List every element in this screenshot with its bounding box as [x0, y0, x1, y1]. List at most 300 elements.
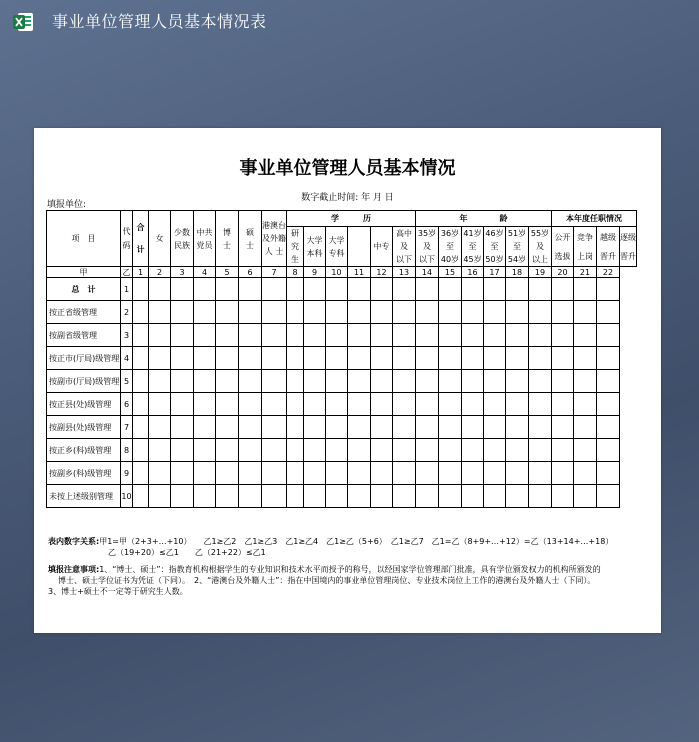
data-cell — [149, 301, 171, 324]
data-cell — [133, 462, 149, 485]
data-cell — [171, 278, 194, 301]
data-cell — [133, 485, 149, 508]
data-cell — [262, 347, 287, 370]
row-code: 9 — [121, 462, 133, 485]
data-cell — [416, 439, 439, 462]
data-cell — [597, 393, 620, 416]
row-label: 未按上述级别管理 — [47, 485, 121, 508]
data-cell — [439, 462, 462, 485]
data-cell — [506, 301, 529, 324]
header-cell-line: 35岁 — [417, 229, 437, 238]
row-label: 按副市(厅局)级管理 — [47, 370, 121, 393]
index-col-9: 9 — [304, 267, 326, 278]
header-cell-line: 士 — [246, 240, 254, 250]
data-cell — [262, 393, 287, 416]
header-cell-line: 以下 — [419, 255, 435, 264]
header-age-4 — [506, 227, 529, 267]
header-appt-1 — [574, 227, 597, 267]
table-row — [47, 370, 637, 393]
index-col-19: 19 — [529, 267, 552, 278]
data-cell — [304, 462, 326, 485]
data-cell — [326, 393, 348, 416]
data-cell — [287, 485, 304, 508]
data-cell — [416, 347, 439, 370]
data-cell — [506, 324, 529, 347]
data-cell — [462, 301, 484, 324]
header-cell-line: 至 — [513, 242, 521, 251]
data-cell — [484, 324, 506, 347]
document-title: 事业单位管理人员基本情况 — [239, 158, 456, 179]
spreadsheet-page — [34, 128, 661, 633]
data-cell — [133, 416, 149, 439]
data-cell — [506, 485, 529, 508]
data-cell — [194, 439, 216, 462]
row-code: 2 — [121, 301, 133, 324]
row-code: 1 — [121, 278, 133, 301]
row-code: 7 — [121, 416, 133, 439]
data-cell — [348, 393, 371, 416]
header-cell-line: 以上 — [532, 255, 548, 264]
table-row — [47, 278, 637, 301]
header-appt-3 — [620, 227, 637, 267]
index-col-17: 17 — [484, 267, 506, 278]
table-row — [47, 347, 637, 370]
data-cell — [348, 324, 371, 347]
data-cell — [262, 462, 287, 485]
data-cell — [326, 485, 348, 508]
table-row — [47, 439, 637, 462]
data-cell — [194, 278, 216, 301]
data-cell — [171, 393, 194, 416]
data-cell — [597, 278, 620, 301]
table-row — [47, 462, 637, 485]
data-cell — [371, 416, 393, 439]
data-cell — [506, 393, 529, 416]
data-cell — [239, 393, 262, 416]
index-col-22: 22 — [597, 267, 620, 278]
data-cell — [529, 485, 552, 508]
data-cell — [216, 439, 239, 462]
data-cell — [416, 278, 439, 301]
data-cell — [287, 324, 304, 347]
data-cell — [348, 485, 371, 508]
data-cell — [304, 439, 326, 462]
data-cell — [552, 393, 574, 416]
index-col-8: 8 — [287, 267, 304, 278]
notes-section — [48, 536, 648, 597]
data-cell — [462, 485, 484, 508]
data-cell — [484, 416, 506, 439]
row-code: 3 — [121, 324, 133, 347]
index-col-13: 13 — [393, 267, 416, 278]
header-education: 学 历 — [287, 211, 416, 227]
data-cell — [216, 301, 239, 324]
data-cell — [462, 416, 484, 439]
row-code: 6 — [121, 393, 133, 416]
data-cell — [371, 462, 393, 485]
header-cell-line: 及 — [536, 242, 544, 251]
relation-line-2: 乙（19+20）≤乙1 乙（21+22）≤乙1 — [108, 548, 266, 557]
row-label: 按正乡(科)级管理 — [47, 439, 121, 462]
data-cell — [529, 462, 552, 485]
header-edu-1 — [304, 227, 326, 267]
data-cell — [326, 301, 348, 324]
header-cell-line: 博 — [223, 227, 231, 237]
data-cell — [239, 324, 262, 347]
data-cell — [506, 462, 529, 485]
data-cell — [133, 439, 149, 462]
index-yi: 乙 — [122, 267, 131, 277]
data-cell — [552, 347, 574, 370]
header-cell-line: 51岁 — [507, 229, 527, 238]
header-cell-line: 及外籍 — [262, 234, 286, 243]
table-row — [47, 416, 637, 439]
data-cell — [239, 462, 262, 485]
data-cell — [371, 485, 393, 508]
index-col-20: 20 — [552, 267, 574, 278]
data-cell — [171, 439, 194, 462]
data-cell — [529, 370, 552, 393]
header-sub-0 — [149, 211, 171, 267]
row-label: 按正市(厅局)级管理 — [47, 347, 121, 370]
row-code: 10 — [121, 485, 133, 508]
data-cell — [371, 347, 393, 370]
data-cell — [439, 485, 462, 508]
header-appointment: 本年度任职情况 — [552, 211, 637, 227]
header-cell-line: 及 — [400, 242, 408, 251]
header-cell-line: 选拔 — [554, 251, 571, 261]
data-cell — [371, 301, 393, 324]
header-cell-line: 专科 — [328, 248, 345, 258]
data-cell — [393, 278, 416, 301]
table-row — [47, 324, 637, 347]
data-cell — [326, 462, 348, 485]
header-sub-5 — [262, 211, 287, 267]
header-appt-0 — [552, 227, 574, 267]
header-cell-line: 上岗 — [577, 251, 593, 261]
data-cell — [574, 278, 597, 301]
header-cell-line: 士 — [223, 240, 231, 250]
data-cell — [484, 485, 506, 508]
index-jia: 甲 — [47, 267, 121, 278]
data-cell — [439, 301, 462, 324]
header-cell-line: 至 — [490, 242, 499, 251]
data-cell — [393, 301, 416, 324]
index-col-6: 6 — [239, 267, 262, 278]
index-col-18: 18 — [506, 267, 529, 278]
data-cell — [462, 462, 484, 485]
header-cell-line: 高中 — [396, 229, 412, 238]
data-cell — [484, 393, 506, 416]
data-cell — [326, 347, 348, 370]
header-cell-line: 中专 — [373, 242, 390, 251]
index-col-14: 14 — [416, 267, 439, 278]
data-cell — [149, 462, 171, 485]
data-cell — [348, 278, 371, 301]
data-cell — [462, 370, 484, 393]
header-age-5 — [529, 227, 552, 267]
data-cell — [371, 393, 393, 416]
header-edu-2 — [326, 227, 348, 267]
header-sub-4 — [239, 211, 262, 267]
data-cell — [216, 485, 239, 508]
header-cell-line: 54岁 — [507, 255, 527, 264]
data-cell — [304, 416, 326, 439]
header-cell-line: 硕 — [246, 227, 254, 237]
header-cell-line: 50岁 — [485, 255, 504, 264]
header-cell-line: 本科 — [306, 248, 323, 258]
index-col-5: 5 — [216, 267, 239, 278]
data-cell — [133, 278, 149, 301]
data-cell — [216, 393, 239, 416]
data-cell — [304, 324, 326, 347]
data-cell — [348, 347, 371, 370]
data-cell — [171, 462, 194, 485]
data-cell — [529, 347, 552, 370]
header-cell-line: 大学 — [306, 235, 323, 245]
data-cell — [216, 416, 239, 439]
data-cell — [262, 439, 287, 462]
header-cell-line: 生 — [291, 255, 299, 264]
data-cell — [149, 416, 171, 439]
data-cell — [529, 278, 552, 301]
data-cell — [304, 393, 326, 416]
header-cell-line: 36岁 — [440, 229, 460, 238]
data-cell — [439, 370, 462, 393]
header-cell-line: 竞争 — [577, 232, 593, 242]
data-cell — [216, 278, 239, 301]
data-cell — [194, 485, 216, 508]
data-cell — [287, 393, 304, 416]
data-cell — [371, 370, 393, 393]
fill-line-3: 3、博士+硕士不一定等于研究生人数。 — [48, 587, 188, 596]
header-cell-line: 大学 — [328, 235, 345, 245]
table-row — [47, 301, 637, 324]
data-cell — [287, 462, 304, 485]
data-cell — [133, 347, 149, 370]
header-cell-line: 公开 — [554, 232, 571, 242]
header-edu-3 — [348, 227, 371, 267]
data-cell — [393, 370, 416, 393]
data-cell — [506, 416, 529, 439]
fill-line-2: 博士、硕士学位证书为凭证（下同）。 2、“港澳台及外籍人士”：指在中国境内的事业单位管理岗位、专业技术岗位上工作的港澳台及外籍人士（下同）。 — [58, 576, 596, 585]
data-cell — [239, 347, 262, 370]
row-label: 总 计 — [47, 278, 121, 301]
header-cell-line: 至 — [446, 242, 454, 251]
data-cell — [506, 439, 529, 462]
data-cell — [216, 324, 239, 347]
data-cell — [393, 485, 416, 508]
data-cell — [484, 278, 506, 301]
data-cell — [529, 324, 552, 347]
data-cell — [462, 439, 484, 462]
data-cell — [393, 324, 416, 347]
data-cell — [439, 416, 462, 439]
data-cell — [239, 370, 262, 393]
data-cell — [574, 462, 597, 485]
statistics-table — [46, 210, 637, 508]
index-col-1: 1 — [133, 267, 149, 278]
header-cell-line: 研 — [291, 229, 299, 238]
data-cell — [529, 393, 552, 416]
index-col-12: 12 — [371, 267, 393, 278]
index-col-4: 4 — [194, 267, 216, 278]
data-cell — [348, 462, 371, 485]
index-col-3: 3 — [171, 267, 194, 278]
data-cell — [133, 324, 149, 347]
row-code: 4 — [121, 347, 133, 370]
data-cell — [287, 301, 304, 324]
data-cell — [574, 370, 597, 393]
header-cell-line: 党员 — [196, 240, 213, 250]
data-cell — [348, 416, 371, 439]
data-cell — [262, 370, 287, 393]
data-cell — [348, 301, 371, 324]
data-cell — [529, 439, 552, 462]
data-cell — [348, 439, 371, 462]
data-cell — [552, 301, 574, 324]
data-cell — [262, 278, 287, 301]
data-cell — [371, 278, 393, 301]
table-row — [47, 485, 637, 508]
data-cell — [484, 370, 506, 393]
data-cell — [484, 301, 506, 324]
window-title: 事业单位管理人员基本情况表 — [52, 12, 267, 31]
header-age-3 — [484, 227, 506, 267]
data-cell — [216, 462, 239, 485]
data-cell — [552, 416, 574, 439]
index-col-10: 10 — [326, 267, 348, 278]
data-cell — [194, 416, 216, 439]
data-cell — [484, 439, 506, 462]
data-cell — [326, 278, 348, 301]
data-cell — [574, 416, 597, 439]
data-cell — [552, 485, 574, 508]
header-cell-line: 55岁 — [530, 229, 550, 238]
data-cell — [133, 393, 149, 416]
header-sub-2 — [194, 211, 216, 267]
data-cell — [439, 393, 462, 416]
data-cell — [194, 301, 216, 324]
data-cell — [239, 278, 262, 301]
data-cell — [149, 324, 171, 347]
data-cell — [393, 347, 416, 370]
data-cell — [552, 439, 574, 462]
data-cell — [574, 393, 597, 416]
header-edu-5 — [393, 227, 416, 267]
data-cell — [304, 347, 326, 370]
data-cell — [462, 347, 484, 370]
data-cell — [194, 370, 216, 393]
data-cell — [304, 301, 326, 324]
data-cell — [574, 301, 597, 324]
header-item: 项 目 — [47, 211, 121, 267]
data-cell — [529, 416, 552, 439]
row-code: 5 — [121, 370, 133, 393]
data-cell — [439, 324, 462, 347]
data-cell — [597, 439, 620, 462]
header-appt-2 — [597, 227, 620, 267]
data-cell — [506, 347, 529, 370]
index-col-15: 15 — [439, 267, 462, 278]
data-cell — [239, 301, 262, 324]
header-cell-line: 人 士 — [264, 247, 284, 256]
deadline-line: 数字截止时间: 年 月 日 — [301, 193, 394, 203]
row-label: 按正省级管理 — [47, 301, 121, 324]
data-cell — [597, 416, 620, 439]
data-cell — [262, 301, 287, 324]
data-cell — [216, 347, 239, 370]
data-cell — [439, 278, 462, 301]
header-cell-line: 46岁 — [485, 229, 504, 238]
data-cell — [287, 278, 304, 301]
data-cell — [416, 301, 439, 324]
header-age: 年 龄 — [416, 211, 552, 227]
index-col-16: 16 — [462, 267, 484, 278]
data-cell — [194, 347, 216, 370]
data-cell — [149, 439, 171, 462]
header-cell-line: 少数 — [174, 227, 190, 237]
header-sub-1 — [171, 211, 194, 267]
data-cell — [552, 324, 574, 347]
data-cell — [552, 370, 574, 393]
header-cell-line: 港澳台 — [262, 221, 286, 230]
header-age-1 — [439, 227, 462, 267]
data-cell — [574, 439, 597, 462]
header-sub-3 — [216, 211, 239, 267]
header-cell-line: 女 — [155, 234, 164, 243]
data-cell — [597, 485, 620, 508]
header-cell-line: 以下 — [396, 255, 412, 264]
row-label: 按副乡(科)级管理 — [47, 462, 121, 485]
row-label: 按正县(处)级管理 — [47, 393, 121, 416]
excel-icon — [12, 11, 34, 33]
header-cell-line: 究 — [291, 242, 299, 251]
header-age-0 — [416, 227, 439, 267]
data-cell — [171, 370, 194, 393]
data-cell — [149, 393, 171, 416]
data-cell — [304, 485, 326, 508]
data-cell — [287, 439, 304, 462]
data-cell — [484, 462, 506, 485]
data-cell — [239, 485, 262, 508]
filler-label: 填报单位: — [47, 200, 87, 210]
header-cell-line: 逐级 — [620, 232, 636, 242]
data-cell — [462, 278, 484, 301]
data-cell — [552, 462, 574, 485]
data-cell — [462, 393, 484, 416]
row-label: 按副县(处)级管理 — [47, 416, 121, 439]
header-cell-line: 中共 — [196, 227, 213, 237]
header-edu-4 — [371, 227, 393, 267]
row-label: 按副省级管理 — [47, 324, 121, 347]
data-cell — [439, 347, 462, 370]
header-cell-line: 民族 — [174, 240, 190, 250]
header-total: 合计 — [133, 211, 149, 267]
data-cell — [529, 301, 552, 324]
data-cell — [171, 347, 194, 370]
header-cell-line: 41岁 — [463, 229, 482, 238]
data-cell — [416, 370, 439, 393]
data-cell — [439, 439, 462, 462]
data-cell — [416, 462, 439, 485]
index-col-21: 21 — [574, 267, 597, 278]
data-cell — [239, 439, 262, 462]
data-cell — [171, 324, 194, 347]
data-cell — [304, 278, 326, 301]
data-cell — [326, 416, 348, 439]
header-cell-line: 晋升 — [620, 251, 636, 261]
